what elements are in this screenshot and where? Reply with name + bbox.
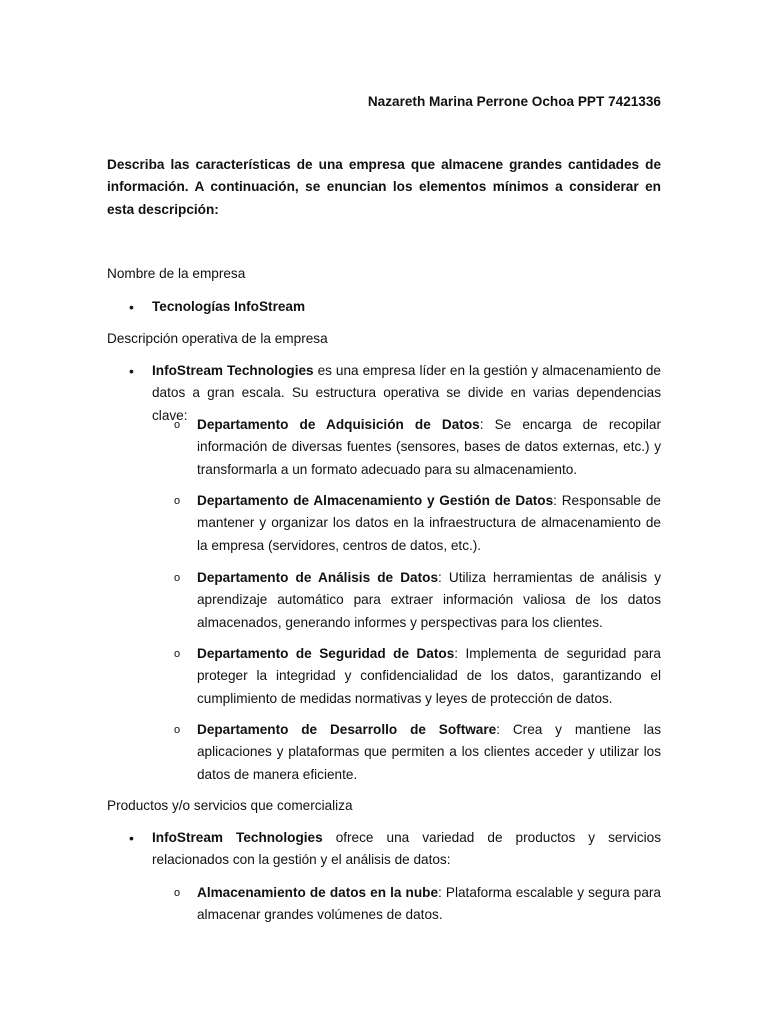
heading-operations: Descripción operativa de la empresa: [107, 331, 328, 346]
sub-bullet-marker: o: [174, 495, 181, 507]
document-page: [107, 0, 661, 1024]
operations-intro-text: es una empresa líder en la gestión y almacenamiento de datos a gran escala. Su estructura operativa se divide en varias dependencias clave:: [152, 363, 661, 423]
department-name: Departamento de Análisis de Datos: [197, 570, 439, 585]
department-description: : Utiliza herramientas de análisis y aprendizaje automático para extraer información valiosa de los datos almacenados, generando informes y perspectivas para los clientes.: [197, 570, 661, 630]
products-intro: [152, 827, 661, 872]
department-name: Departamento de Desarrollo de Software: [197, 722, 497, 737]
department-description: : Responsable de mantener y organizar los datos en la infraestructura de almacenamiento de la empresa (servidores, centros de datos, etc.).: [197, 493, 661, 553]
heading-products: Productos y/o servicios que comercializa: [107, 798, 353, 813]
company-name-bold: InfoStream Technologies: [152, 363, 314, 378]
company-name-bold: InfoStream Technologies: [152, 830, 323, 845]
products-intro-text: ofrece una variedad de productos y servicios relacionados con la gestión y el análisis de datos:: [152, 830, 661, 868]
department-item: [197, 643, 661, 710]
sub-bullet-marker: o: [174, 887, 181, 899]
department-name: Departamento de Seguridad de Datos: [197, 646, 455, 661]
heading-company-name: Nombre de la empresa: [107, 266, 246, 281]
sub-bullet-marker: o: [174, 724, 181, 736]
product-description: : Plataforma escalable y segura para almacenar grandes volúmenes de datos.: [197, 885, 661, 923]
department-item: [197, 414, 661, 481]
company-name-value: Tecnologías InfoStream: [152, 299, 306, 314]
department-description: : Crea y mantiene las aplicaciones y plataformas que permiten a los clientes acceder y utilizar los datos de manera eficiente.: [197, 722, 661, 782]
department-description: : Implementa de seguridad para proteger la integridad y confidencialidad de los datos, garantizando el cumplimiento de medidas normativas y leyes de protección de datos.: [197, 646, 661, 706]
bullet-marker: •: [129, 299, 134, 315]
product-item: [197, 882, 661, 927]
department-item: [197, 490, 661, 557]
sub-bullet-marker: o: [174, 648, 181, 660]
department-item: [197, 567, 661, 634]
product-name: Almacenamiento de datos en la nube: [197, 885, 439, 900]
sub-bullet-marker: o: [174, 572, 181, 584]
department-item: [197, 719, 661, 786]
bullet-marker: •: [129, 830, 134, 846]
sub-bullet-marker: o: [174, 419, 181, 431]
author-line: Nazareth Marina Perrone Ochoa PPT 7421336: [367, 94, 661, 109]
assignment-prompt: Describa las características de una empresa que almacene grandes cantidades de información. A continuación, se enuncian los elementos mínimos a considerar en esta descripción:: [107, 157, 661, 217]
department-description: : Se encarga de recopilar información de diversas fuentes (sensores, bases de datos externas, etc.) y transformarla a un formato adecuado para su almacenamiento.: [197, 417, 661, 477]
bullet-marker: •: [129, 363, 134, 379]
department-name: Departamento de Almacenamiento y Gestión de Datos: [197, 493, 554, 508]
department-name: Departamento de Adquisición de Datos: [197, 417, 480, 432]
